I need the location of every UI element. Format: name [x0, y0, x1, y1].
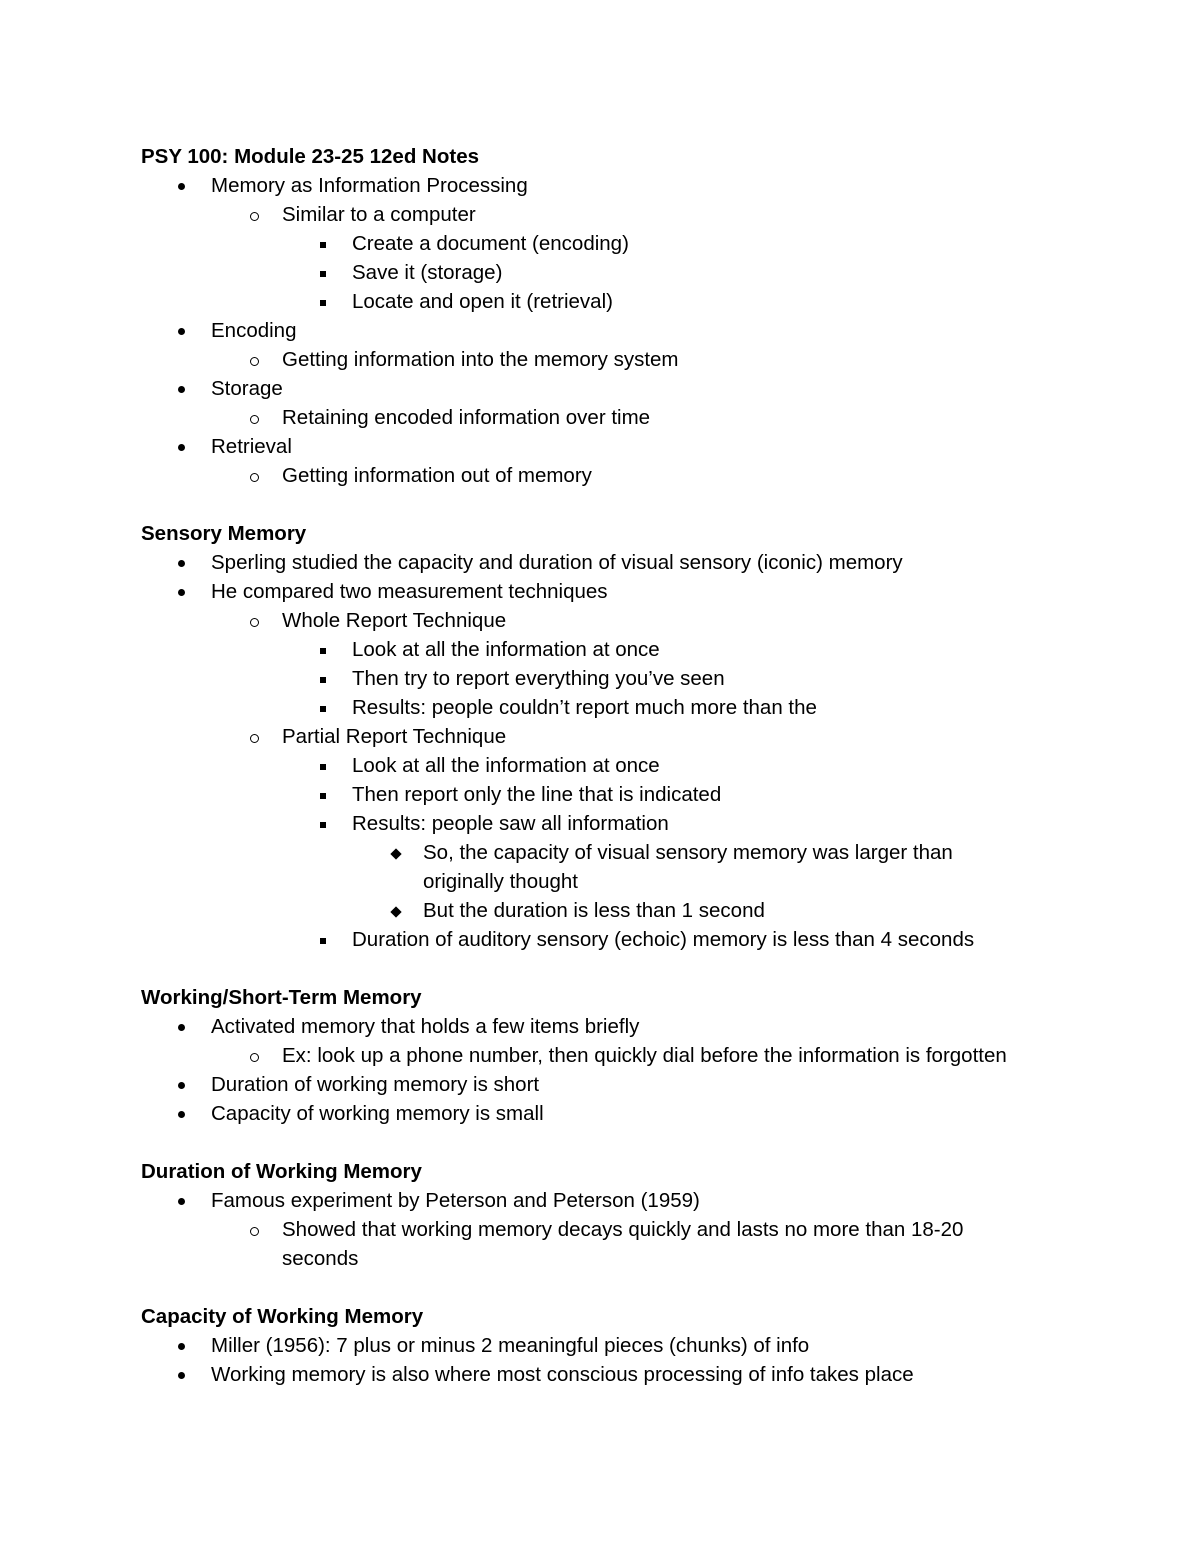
- list-item: Partial Report Technique: [141, 722, 1141, 751]
- bullet-circle-icon: [244, 606, 264, 635]
- list-item: Sperling studied the capacity and duration of visual sensory (iconic) memory: [141, 548, 1141, 577]
- list-item: Whole Report Technique: [141, 606, 1141, 635]
- section-heading-working: Working/Short-Term Memory: [141, 986, 422, 1009]
- list-item: Then report only the line that is indicated: [141, 780, 1141, 809]
- bullet-dot-icon: [171, 1070, 191, 1099]
- bullet-dot-icon: [171, 432, 191, 461]
- list-item: Create a document (encoding): [141, 229, 1141, 258]
- bullet-dot-icon: [171, 548, 191, 577]
- list-item: Encoding: [141, 316, 1141, 345]
- bullet-diamond-icon: [386, 896, 406, 925]
- bullet-square-icon: [313, 635, 333, 664]
- section-heading-duration: Duration of Working Memory: [141, 1160, 422, 1183]
- list-item: But the duration is less than 1 second: [141, 896, 1141, 925]
- list-item: Locate and open it (retrieval): [141, 287, 1141, 316]
- list-item: Miller (1956): 7 plus or minus 2 meaningful pieces (chunks) of info: [141, 1331, 1141, 1360]
- list-item: Capacity of working memory is small: [141, 1099, 1141, 1128]
- bullet-square-icon: [313, 751, 333, 780]
- notes-content: [141, 142, 1141, 1389]
- section-heading-sensory: Sensory Memory: [141, 522, 307, 545]
- bullet-dot-icon: [171, 1331, 191, 1360]
- list-item: Similar to a computer: [141, 200, 1141, 229]
- section-heading-capacity: Capacity of Working Memory: [141, 1305, 424, 1328]
- bullet-square-icon: [313, 229, 333, 258]
- list-item: Results: people saw all information: [141, 809, 1141, 838]
- list-item: Famous experiment by Peterson and Peterson (1959): [141, 1186, 1141, 1215]
- bullet-dot-icon: [171, 316, 191, 345]
- list-item: Showed that working memory decays quickly and lasts no more than 18-20: [141, 1215, 1141, 1244]
- list-item: Duration of working memory is short: [141, 1070, 1141, 1099]
- list-item: Look at all the information at once: [141, 751, 1141, 780]
- list-item: Storage: [141, 374, 1141, 403]
- bullet-circle-icon: [244, 1215, 264, 1244]
- bullet-square-icon: [313, 780, 333, 809]
- bullet-dot-icon: [171, 1099, 191, 1128]
- list-item: Working memory is also where most conscious processing of info takes place: [141, 1360, 1141, 1389]
- bullet-square-icon: [313, 693, 333, 722]
- bullet-dot-icon: [171, 1360, 191, 1389]
- list-item: Getting information out of memory: [141, 461, 1141, 490]
- bullet-circle-icon: [244, 345, 264, 374]
- page-title: PSY 100: Module 23-25 12ed Notes: [141, 145, 480, 168]
- bullet-circle-icon: [244, 200, 264, 229]
- list-item-continuation: originally thought: [423, 870, 578, 893]
- bullet-square-icon: [313, 809, 333, 838]
- list-item: Look at all the information at once: [141, 635, 1141, 664]
- bullet-circle-icon: [244, 461, 264, 490]
- bullet-dot-icon: [171, 1186, 191, 1215]
- bullet-square-icon: [313, 287, 333, 316]
- list-item: So, the capacity of visual sensory memory was larger than: [141, 838, 1141, 867]
- list-item: Activated memory that holds a few items briefly: [141, 1012, 1141, 1041]
- bullet-square-icon: [313, 664, 333, 693]
- bullet-circle-icon: [244, 722, 264, 751]
- list-item: Save it (storage): [141, 258, 1141, 287]
- list-item: Duration of auditory sensory (echoic) memory is less than 4 seconds: [141, 925, 1141, 954]
- bullet-square-icon: [313, 925, 333, 954]
- list-item: He compared two measurement techniques: [141, 577, 1141, 606]
- list-item: Retaining encoded information over time: [141, 403, 1141, 432]
- bullet-diamond-icon: [386, 838, 406, 867]
- list-item: Memory as Information Processing: [141, 171, 1141, 200]
- bullet-dot-icon: [171, 374, 191, 403]
- bullet-circle-icon: [244, 403, 264, 432]
- bullet-square-icon: [313, 258, 333, 287]
- bullet-circle-icon: [244, 1041, 264, 1070]
- list-item-continuation: seconds: [282, 1247, 359, 1270]
- list-item: Results: people couldn’t report much more than the: [141, 693, 1141, 722]
- list-item: Ex: look up a phone number, then quickly dial before the information is forgotten: [141, 1041, 1141, 1070]
- bullet-dot-icon: [171, 1012, 191, 1041]
- bullet-dot-icon: [171, 171, 191, 200]
- list-item: Retrieval: [141, 432, 1141, 461]
- list-item: Then try to report everything you’ve seen: [141, 664, 1141, 693]
- bullet-dot-icon: [171, 577, 191, 606]
- list-item: Getting information into the memory system: [141, 345, 1141, 374]
